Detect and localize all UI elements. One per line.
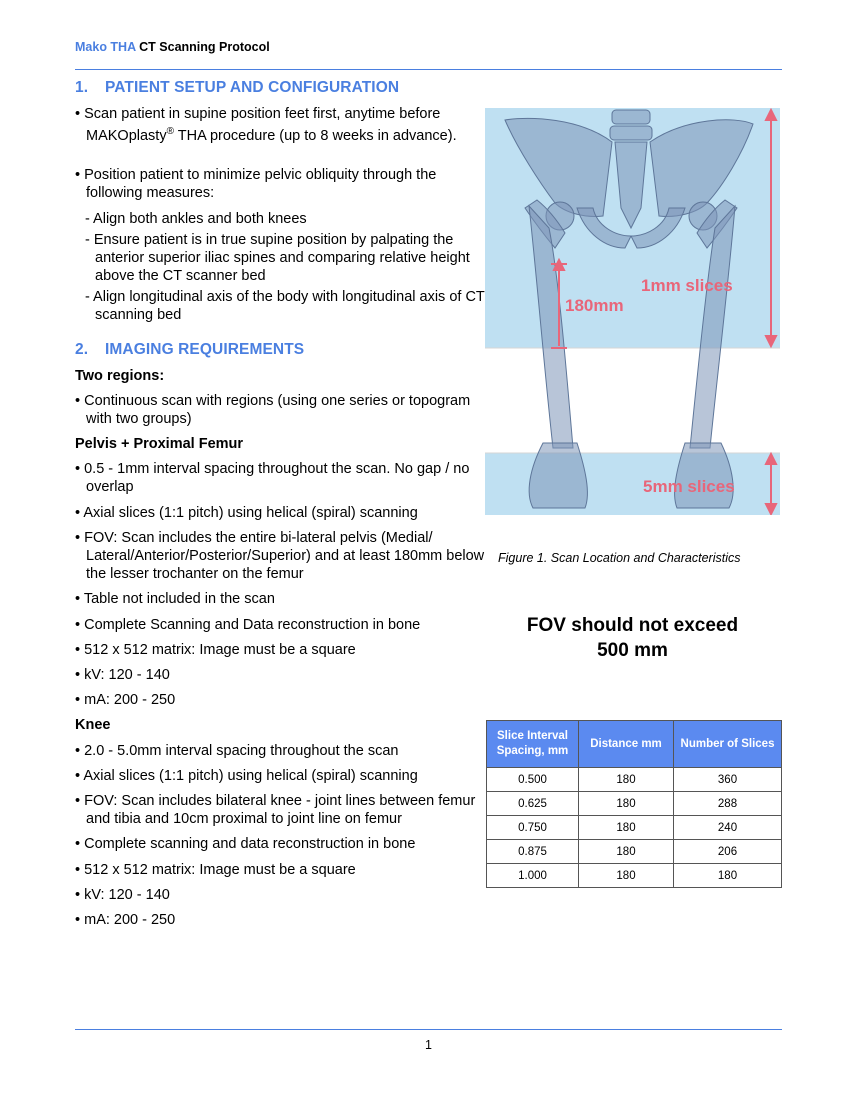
label-180mm: 180mm [565,296,624,315]
slice-table [486,720,782,888]
table-row [487,864,782,888]
knee-item: • mA: 200 - 250 [75,912,176,928]
knee-item: • 2.0 - 5.0mm interval spacing throughout the scan [75,743,399,759]
knee-item: • 512 x 512 matrix: Image must be a square [75,862,356,878]
two-regions-bullet: • Continuous scan with regions (using one series or topogram with two groups) [75,393,471,427]
section-2-heading [75,341,304,359]
table-cell: 180 [579,792,674,816]
table-header-row [487,721,782,768]
figure-caption: Figure 1. Scan Location and Characteristics [498,551,741,565]
table-cell: 180 [579,816,674,840]
table-row [487,840,782,864]
table-cell: 240 [674,816,782,840]
knee-item: • Complete scanning and data reconstruction in bone [75,836,416,852]
pelvis-label: Pelvis + Proximal Femur [75,436,244,452]
footer-divider [75,1029,782,1030]
table-cell: 0.750 [487,816,579,840]
fov-note [485,613,780,663]
section-1-title: PATIENT SETUP AND CONFIGURATION [105,79,400,96]
table-cell: 0.500 [487,768,579,792]
table-cell: 180 [579,840,674,864]
setup-bullet-2: • Position patient to minimize pelvic obliquity through the following measures: [75,167,437,201]
table-header: Slice Interval Spacing, mm [487,721,579,768]
pelvis-item: • Table not included in the scan [75,591,275,607]
table-row [487,768,782,792]
table-cell: 0.625 [487,792,579,816]
setup-sub-2: - Ensure patient is in true supine position by palpating the anterior superior iliac spines and comparing relative height above the CT scanner bed [85,232,470,284]
two-regions-label: Two regions: [75,368,165,384]
pelvis-item: • kV: 120 - 140 [75,667,170,683]
label-5mm-slices: 5mm slices [643,477,735,496]
section-2-title: IMAGING REQUIREMENTS [105,341,305,358]
table-row [487,792,782,816]
pelvis-item: • 512 x 512 matrix: Image must be a square [75,642,356,658]
table-header: Number of Slices [674,721,782,768]
pelvis-item: • FOV: Scan includes the entire bi-lateral pelvis (Medial/ Lateral/Anterior/Posterior/Superior) and at least 180mm below the lesser trochanter on the femur [75,530,485,582]
setup-sub-3: - Align longitudinal axis of the body with longitudinal axis of CT scanning bed [85,289,485,323]
knee-item: • Axial slices (1:1 pitch) using helical (spiral) scanning [75,768,418,784]
header-brand: Mako THA [75,40,136,54]
table-cell: 180 [674,864,782,888]
table-cell: 0.875 [487,840,579,864]
table-cell: 206 [674,840,782,864]
knee-label: Knee [75,717,111,733]
page-number: 1 [425,1038,432,1052]
knee-item: • kV: 120 - 140 [75,887,170,903]
pelvis-item: • 0.5 - 1mm interval spacing throughout the scan. No gap / no overlap [75,461,470,495]
table-header: Distance mm [579,721,674,768]
section-1-number: 1. [75,79,89,96]
pelvis-item: • mA: 200 - 250 [75,692,176,708]
setup-bullet-1: • Scan patient in supine position feet first, anytime before MAKOplasty® THA procedure (up to 8 weeks in advance). [75,106,457,144]
table-cell: 180 [579,864,674,888]
header-title: CT Scanning Protocol [139,40,270,54]
scan-location-figure [485,108,780,515]
fov-note-line-2: 500 mm [597,640,668,661]
table-cell: 1.000 [487,864,579,888]
section-2-number: 2. [75,341,89,358]
table-cell: 288 [674,792,782,816]
left-column [75,0,485,1000]
label-1mm-slices: 1mm slices [641,276,733,295]
pelvis-item: • Axial slices (1:1 pitch) using helical (spiral) scanning [75,505,418,521]
setup-sub-1: - Align both ankles and both knees [85,211,307,227]
table-cell: 360 [674,768,782,792]
table-cell: 180 [579,768,674,792]
pelvis-femur-illustration [485,108,780,515]
gap-band [485,348,780,453]
table-row [487,816,782,840]
knee-item: • FOV: Scan includes bilateral knee - joint lines between femur and tibia and 10cm proximal to joint line on femur [75,793,476,827]
pelvis-item: • Complete Scanning and Data reconstruction in bone [75,617,421,633]
fov-note-line-1: FOV should not exceed [526,615,739,636]
